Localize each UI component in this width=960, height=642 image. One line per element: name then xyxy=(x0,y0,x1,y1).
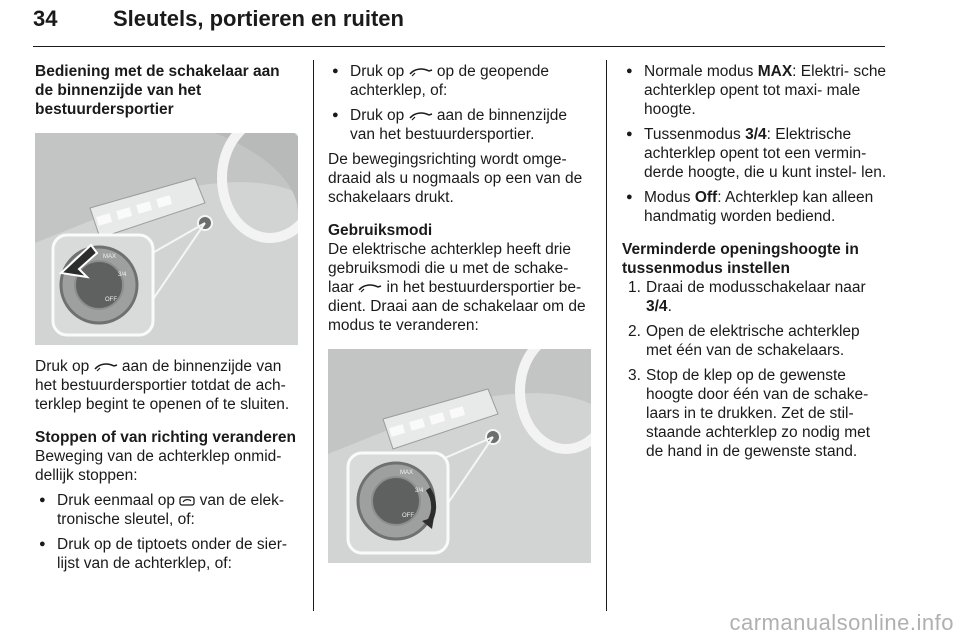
list-item: ● Tussenmodus 3/4: Elektrische achterklep opent tot een vermin- derde hoogte, die u kunt instel- len. xyxy=(622,125,887,182)
watermark: carmanualsonline.info xyxy=(729,610,954,635)
label-max: MAX xyxy=(400,470,414,476)
section-heading: Bediening met de schakelaar aan de binnenzijde van het bestuurdersportier xyxy=(35,63,280,118)
step-item: 1. Draai de modusschakelaar naar 3/4. xyxy=(628,279,866,315)
door-switch-illustration xyxy=(35,133,298,345)
column-1 xyxy=(35,62,298,573)
subheading: Verminderde openingshoogte in tussenmodus instellen xyxy=(622,241,859,277)
list-item: ● Druk op de tiptoets onder de sier- lijst van de achterklep, of: xyxy=(35,535,298,573)
column-3 xyxy=(622,62,887,461)
label-off: OFF xyxy=(105,297,117,303)
label-three-quarter: 3/4 xyxy=(415,488,424,494)
list-item: ● Druk eenmaal op van de elek- tronische sleutel, of: xyxy=(35,491,298,529)
page-number: 34 xyxy=(33,6,58,31)
subheading: Stoppen of van richting veranderen xyxy=(35,429,296,446)
subheading: Gebruiksmodi xyxy=(328,222,433,239)
tailgate-icon xyxy=(409,67,433,77)
page-title: Sleutels, portieren en ruiten xyxy=(113,6,404,31)
list-item: ● Druk op op de geopende achterklep, of: xyxy=(328,62,591,100)
step-item: 2. Open de elektrische achterklep met één van de schakelaars. xyxy=(628,323,860,359)
paragraph: Beweging van de achterklep onmid- dellijk stoppen: xyxy=(35,448,282,484)
column-2 xyxy=(328,62,591,563)
tailgate-icon xyxy=(409,111,433,121)
list-item: ● Druk op aan de binnenzijde van het bestuurdersportier. xyxy=(328,106,591,144)
paragraph: Druk op aan de binnenzijde van het bestuurdersportier totdat de ach- terklep begint te openen of te sluiten. xyxy=(35,358,290,413)
key-tailgate-icon xyxy=(179,495,195,507)
mode-switch-illustration xyxy=(328,349,591,563)
paragraph: De bewegingsrichting wordt omge- draaid als u nogmaals op een van de schakelaars drukt. xyxy=(328,151,583,206)
column-divider-1 xyxy=(313,60,314,611)
paragraph: De elektrische achterklep heeft drie gebruiksmodi die u met de schake- laar in het bestuurdersportier be- dient. Draai aan de schakelaar om de modus te veranderen: xyxy=(328,241,586,334)
header-rule xyxy=(33,46,885,47)
column-divider-2 xyxy=(606,60,607,611)
tailgate-icon xyxy=(358,283,382,293)
list-item: ● Normale modus MAX: Elektri- sche achterklep opent tot maxi- male hoogte. xyxy=(622,62,887,119)
step-item: 3. Stop de klep op de gewenste hoogte door één van de schake- laars in te drukken. Zet de stil- staande achterklep zo nodig met de hand in de gewenste stand. xyxy=(628,367,871,460)
label-max: MAX xyxy=(103,254,117,260)
label-off: OFF xyxy=(402,513,414,519)
tailgate-icon xyxy=(94,362,118,372)
page-header xyxy=(33,6,885,46)
label-three-quarter: 3/4 xyxy=(118,272,127,278)
list-item: ● Modus Off: Achterklep kan alleen handmatig worden bediend. xyxy=(622,188,887,226)
